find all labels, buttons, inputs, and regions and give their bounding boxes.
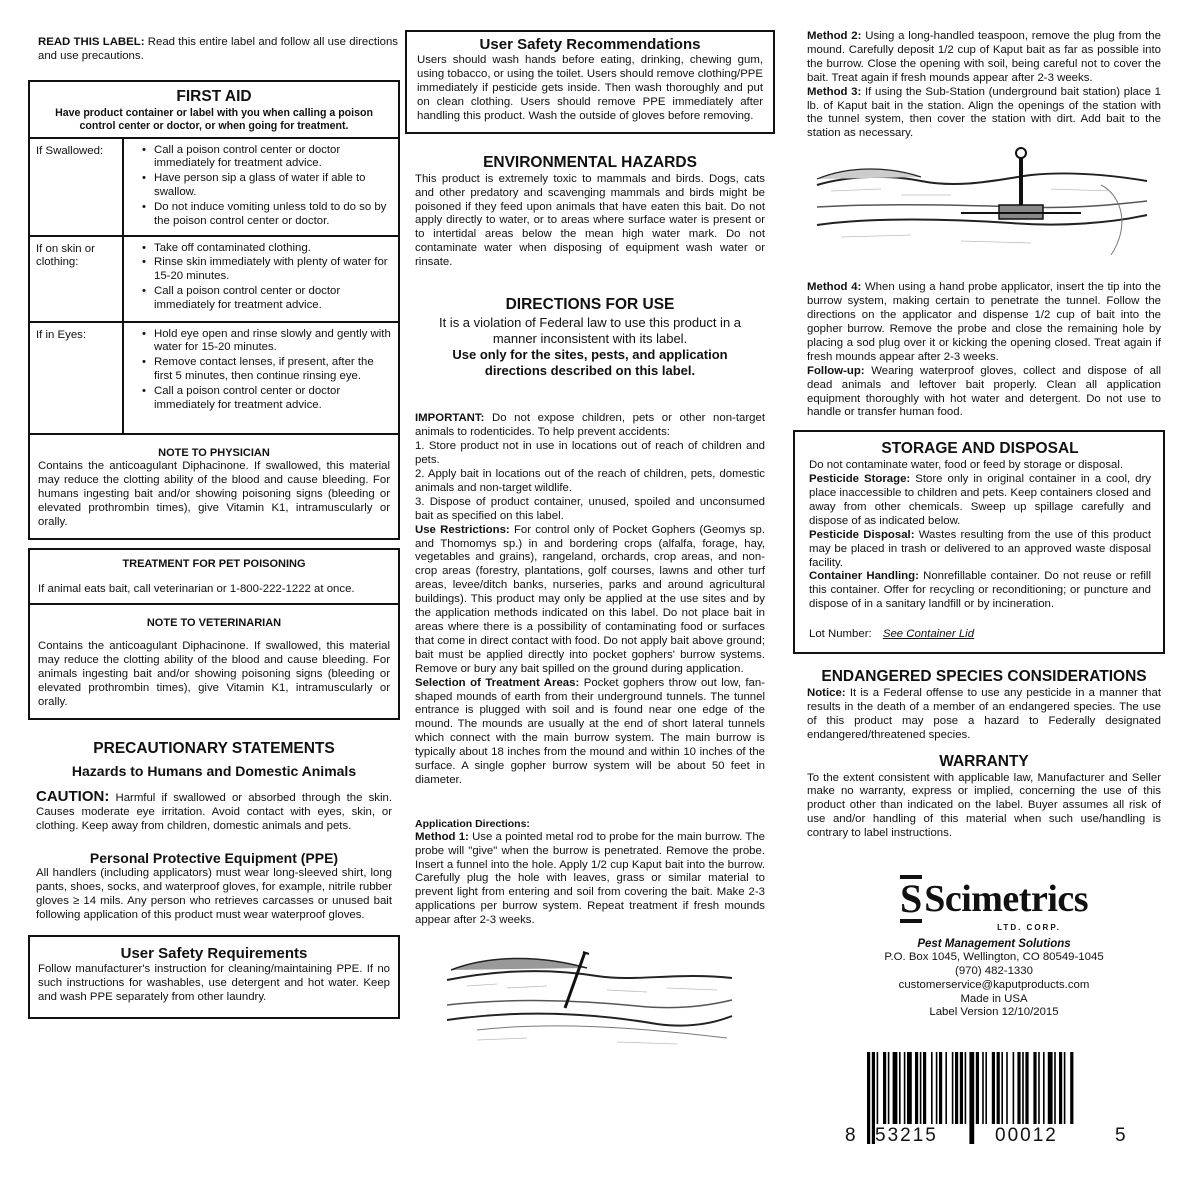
environmental-title: ENVIRONMENTAL HAZARDS	[483, 153, 697, 171]
method-3: Method 3: If using the Sub-Station (underground bait station) place 1 lb. of Kaput bait in the station. Align the openings of the station with the tunnel system, then cover the station with dirt. Add bait to the station as necessary.	[807, 85, 1161, 140]
user-safety-rec-title: User Safety Recommendations	[479, 36, 701, 53]
barcode-bar	[1059, 1052, 1062, 1124]
first-aid-row-skin	[30, 235, 398, 321]
first-aid-row-swallowed	[30, 137, 398, 235]
barcode-bar	[1001, 1052, 1003, 1124]
directions-section	[405, 296, 775, 1050]
first-aid-list	[138, 242, 392, 314]
logo-mark: S	[899, 876, 923, 922]
methods-section	[793, 30, 1165, 420]
precautionary-section	[28, 740, 400, 923]
physician-text: Contains the anticoagulant Diphacinone. If swallowed, this material may reduce the clotting ability of the blood and cause bleeding. For humans ingesting bait and/or showing poisoning signs (bleeding or elevated prothrombin times), give Vitamin K1, intramuscularly or orally.	[38, 459, 390, 528]
user-safety-req-title: User Safety Requirements	[120, 944, 308, 962]
vet-text: Contains the anticoagulant Diphacinone. If swallowed, this material may reduce the clotting ability of the blood and cause bleeding. For animals ingesting bait and/or showing poisoning signs (bleeding or elevated prothrombin times), give Vitamin K1, intramuscularly or orally.	[38, 640, 390, 708]
barcode-bar	[1038, 1052, 1040, 1124]
list-item: • Remove contact lenses, if present, after the first 5 minutes, then continue rinsing eye.	[138, 356, 392, 384]
barcode-bar	[945, 1052, 947, 1124]
barcode-bar	[997, 1052, 1000, 1124]
ppe-text: All handlers (including applicators) must wear long-sleeved shirt, long pants, shoes, socks, and waterproof gloves, for example, nitrile rubber gloves ≥ 14 mils. Any person who retrieves carcasses or unused bait following application of this product must wear waterproof gloves.	[36, 866, 392, 921]
barcode-bar	[923, 1052, 926, 1124]
company-email: customerservice@kaputproducts.com	[898, 978, 1090, 991]
made-in: Made in USA	[960, 992, 1028, 1005]
vet-title: NOTE TO VETERINARIAN	[146, 616, 282, 629]
step-1: 1. Store product not in use in locations out of reach of children and pets.	[415, 440, 765, 467]
barcode-bar	[976, 1052, 979, 1124]
label-version: Label Version 12/10/2015	[929, 1006, 1059, 1019]
barcode-bar	[915, 1052, 918, 1124]
barcode-bar	[877, 1052, 879, 1124]
environmental-section	[405, 154, 775, 270]
directions-use-only: Use only for the sites, pests, and application directions described on this label.	[452, 346, 728, 378]
barcode-bar	[1054, 1052, 1056, 1124]
important-text: IMPORTANT: Do not expose children, pets or other non-target animals to rodenticides. To help prevent accidents:	[415, 412, 765, 439]
caution-text: CAUTION: Harmful if swallowed or absorbed through the skin. Causes moderate eye irritation. Avoid contact with eyes, skin, or clothing. Keep away from children, domestic animals and pets.	[36, 787, 392, 832]
barcode-digit-first: 8	[845, 1125, 856, 1146]
barcode-bar	[992, 1052, 995, 1124]
company-block	[793, 875, 1165, 1020]
first-aid-row-label: If Swallowed:	[30, 139, 124, 235]
storage-disposal-box	[793, 430, 1165, 654]
left-column	[28, 36, 400, 1019]
first-aid-subtitle: Have product container or label with you when calling a poison control center or doctor, or when going for treatment.	[55, 106, 373, 132]
middle-column	[405, 30, 775, 1050]
container-handling: Container Handling: Nonrefillable container. Do not reuse or refill this container. Offer for recycling or reconditioning; or puncture and dispose of in a sanitary landfill or by incineration.	[809, 570, 1151, 611]
barcode-bar	[1033, 1052, 1036, 1124]
pet-poisoning-box	[28, 548, 400, 720]
lot-number: Lot Number: See Container Lid	[809, 628, 975, 641]
barcode-bar	[960, 1052, 963, 1124]
barcode-bar	[883, 1052, 886, 1124]
company-phone: (970) 482-1330	[955, 964, 1033, 977]
note-to-veterinarian	[30, 603, 398, 718]
first-aid-row-eyes	[30, 321, 398, 433]
environmental-text: This product is extremely toxic to mammals and birds. Dogs, cats and other predatory and scavenging mammals and birds might be poisoned if they feed upon animals that have eaten this bait. Do not apply directly to water, or to areas where surface water is present or to intertidal areas below the mean high water mark. Do not contaminate water when disposing of equipment wash water or rinsate.	[415, 172, 765, 269]
first-aid-row-label: If on skin or clothing:	[30, 237, 124, 321]
physician-title: NOTE TO PHYSICIAN	[158, 446, 270, 459]
barcode-bar	[969, 1052, 974, 1144]
storage-title: STORAGE AND DISPOSAL	[881, 440, 1079, 458]
first-aid-title: FIRST AID	[176, 87, 252, 105]
read-label-text: READ THIS LABEL: Read this entire label and follow all use directions and use precautions.	[38, 36, 398, 62]
list-item: • Rinse skin immediately with plenty of water for 15-20 minutes.	[138, 256, 392, 284]
first-aid-list	[138, 328, 392, 413]
barcode-bar	[952, 1052, 954, 1124]
directions-violation: It is a violation of Federal law to use this product in a manner inconsistent with its label.	[438, 314, 742, 346]
directions-title: DIRECTIONS FOR USE	[505, 296, 675, 314]
logo-corp: LTD. CORP.	[997, 923, 1061, 933]
barcode-bar	[888, 1052, 890, 1124]
barcode-bar	[955, 1052, 958, 1124]
barcode-bar	[1025, 1052, 1028, 1124]
list-item: • Hold eye open and rinse slowly and gently with water for 15-20 minutes.	[138, 328, 392, 356]
barcode-bar	[931, 1052, 933, 1124]
barcode-bar	[1013, 1052, 1015, 1124]
precautionary-title: PRECAUTIONARY STATEMENTS	[93, 739, 335, 757]
step-2: 2. Apply bait in locations out of the reach of children, pets, domestic animals and non-target wildlife.	[415, 468, 765, 494]
method-1: Method 1: Use a pointed metal rod to probe for the main burrow. The probe will "give" when the burrow is penetrated. Remove the probe. Insert a funnel into the hole. Apply 1/2 cup Kaput bait into the burrow. Carefully plug the hole with leaves, grass or similar material to prevent light from entering and soil from covering the bait. Make 2-3 applications per burrow system. Repeat treatment if fresh mounds appear after 2-3 weeks.	[415, 830, 765, 927]
barcode-bar	[965, 1052, 967, 1124]
barcode-bar	[1070, 1052, 1073, 1124]
list-item: • Call a poison control center or doctor immediately for treatment advice.	[138, 144, 392, 172]
barcode-bar	[985, 1052, 987, 1124]
endangered-text: Notice: It is a Federal offense to use any pesticide in a manner that results in the death of a member of an endangered species. The use of this product may pose a hazard to Federally designated endangered/threatened species.	[807, 687, 1162, 741]
method-2: Method 2: Using a long-handled teaspoon, remove the plug from the mound. Carefully deposit 1/2 cup of Kaput bait as far as possible into the burrow. Close the opening with soil, being careful not to cover the bait. Treat again if fresh mounds appear after 2-3 weeks.	[807, 30, 1161, 84]
warranty-title: WARRANTY	[939, 752, 1029, 770]
company-logo	[823, 875, 1165, 923]
warranty-section	[793, 753, 1165, 841]
endangered-section	[793, 668, 1165, 743]
method-4: Method 4: When using a hand probe applicator, insert the tip into the burrow system, making certain to penetrate the tunnel. Follow the directions on the applicator and dispense 1/2 cup of bait into the gopher burrow. Remove the probe and close the remaining hole by placing a sod plug over it or kicking the opening closed. Treat again if fresh mounds appear after 2-3 weeks.	[807, 281, 1161, 363]
precautionary-subtitle: Hazards to Humans and Domestic Animals	[71, 762, 357, 779]
storage-intro: Do not contaminate water, food or feed by storage or disposal.	[809, 459, 1124, 472]
first-aid-box	[28, 80, 400, 540]
barcode-bar	[904, 1052, 906, 1124]
selection-of-treatment: Selection of Treatment Areas: Pocket gophers throw out low, fan-shaped mounds of earth from their underground tunnels. The tunnel entrance is plugged with soil and is found near one edge of the mound. The mounds are usually at the end of short lateral tunnels which connect with the main burrow system. The main burrow is typically about 18 inches from the mound and within 10 inches of the surface. A single gopher burrow system will be about 50 feet in diameter.	[415, 676, 765, 786]
list-item: • Have person sip a glass of water if able to swallow.	[138, 172, 392, 200]
pet-poisoning-title: TREATMENT FOR PET POISONING	[122, 557, 306, 570]
barcode-bar	[936, 1052, 938, 1124]
barcode-bar	[1064, 1052, 1066, 1124]
pesticide-storage: Pesticide Storage: Store only in original container in a cool, dry place inaccessible to children and pets. Keep containers closed and away from other chemicals. Sweep up spillage carefully and dispose of as indicated below.	[809, 473, 1151, 527]
barcode-bar	[1048, 1052, 1053, 1124]
user-safety-req-text: Follow manufacturer's instruction for cleaning/maintaining PPE. If no such instructions for washables, use detergent and hot water. Keep and wash PPE separately from other laundry.	[38, 962, 390, 1003]
barcode-bar	[1017, 1052, 1020, 1124]
barcode-digit-last: 5	[1115, 1125, 1126, 1146]
barcode-group-2: 00012	[995, 1125, 1058, 1146]
list-item: • Call a poison control center or doctor immediately for treatment advice.	[138, 285, 392, 313]
barcode-bar	[1043, 1052, 1045, 1124]
barcode-bar	[920, 1052, 922, 1124]
barcode-bar	[867, 1052, 870, 1144]
first-aid-row-label: If in Eyes:	[30, 323, 124, 433]
list-item: • Call a poison control center or doctor immediately for treatment advice.	[138, 385, 392, 413]
user-safety-recommendations-box	[405, 30, 775, 134]
burrow-probe-illustration	[437, 950, 737, 1050]
barcode-bar	[893, 1052, 898, 1124]
logo-text: Scimetrics	[924, 878, 1089, 921]
first-aid-list	[138, 144, 392, 229]
endangered-title: ENDANGERED SPECIES CONSIDERATIONS	[821, 668, 1147, 686]
use-restrictions: Use Restrictions: For control only of Pocket Gophers (Geomys sp. and Thomomys sp.) in and bordering crops (alfalfa, forage, hay, vegetables and grains), rangeland, orchards, crop areas, and non-crop areas (forestry, plantations, golf courses, lawns and other turf areas, levee/ditch banks, nurseries, parks and around agricultural buildings). This product may only be applied at the use sites and by the application methods indicated on this label. Do not place bait in areas where there is a possibility of contaminating food or surfaces that come in direct contact with food. Do not apply bait above ground; bait must be applied directly into pocket gophers' burrow systems. Remove or bury any bait spilled on the ground during application.	[415, 523, 765, 675]
user-safety-requirements-box	[28, 935, 400, 1019]
user-safety-rec-text: Users should wash hands before eating, drinking, chewing gum, using tobacco, or using the toilet. Users should remove clothing/PPE immediately if pesticide gets inside. Then wash thoroughly and put on clean clothing. Users should remove PPE immediately after handling this product. Wash the outside of gloves before removing.	[417, 54, 763, 122]
barcode-bar	[982, 1052, 984, 1124]
barcode-bar	[907, 1052, 912, 1124]
pet-poisoning-text: If animal eats bait, call veterinarian or 1-800-222-1222 at once.	[38, 582, 355, 595]
pesticide-disposal: Pesticide Disposal: Wastes resulting from the use of this product may be placed in trash or delivered to an approved waste disposal facility.	[809, 528, 1151, 569]
barcode-bar	[899, 1052, 901, 1124]
follow-up: Follow-up: Wearing waterproof gloves, collect and dispose of all dead animals and leftover bait properly. Clean all application equipment thoroughly with hot water and detergent. Do not use to handle or transfer human food.	[807, 364, 1161, 419]
barcode-bar	[1022, 1052, 1024, 1124]
list-item: • Take off contaminated clothing.	[138, 242, 392, 256]
company-tagline: Pest Management Solutions	[917, 937, 1071, 950]
step-3: 3. Dispose of product container, unused, spoiled and unconsumed bait as specified on this label.	[415, 495, 765, 522]
right-column	[793, 30, 1165, 1020]
barcode-group-1: 53215	[875, 1125, 938, 1146]
list-item: • Do not induce vomiting unless told to do so by the poison control center or doctor.	[138, 201, 392, 229]
application-directions-title: Application Directions:	[415, 817, 530, 830]
sub-station-illustration	[811, 145, 1151, 255]
note-to-physician	[30, 433, 398, 538]
company-address: P.O. Box 1045, Wellington, CO 80549-1045	[884, 950, 1104, 963]
barcode-bar	[939, 1052, 942, 1124]
warranty-text: To the extent consistent with applicable law, Manufacturer and Seller make no warranty, express or implied, concerning the use of this product other than indicated on the label. Buyer assumes all risk of use and/or handling of this material when such use/handling is contrary to label instructions.	[807, 771, 1161, 840]
barcode-bar	[1006, 1052, 1008, 1124]
ppe-title: Personal Protective Equipment (PPE)	[89, 849, 339, 866]
